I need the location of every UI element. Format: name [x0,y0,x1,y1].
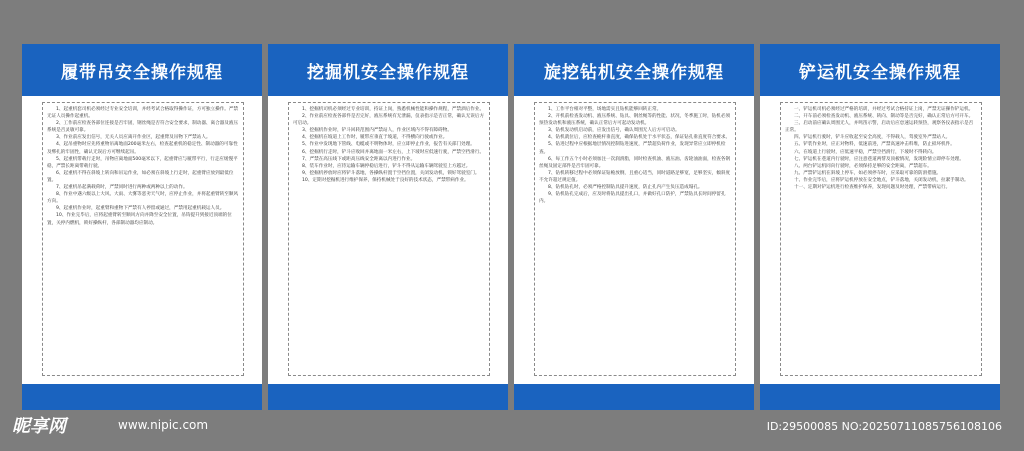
panel-title: 履带吊安全操作规程 [22,44,262,96]
watermark-url: www.nipic.com [118,418,209,432]
rule-paragraph: 3、挖掘机作业时，铲斗回转范围内严禁站人，作业区域内不得有障碍物。 [302,128,452,134]
rule-paragraph: 四、铲运机行驶时，铲斗应收起至安全高度，不得载人，驾驶室外严禁站人。 [794,135,951,141]
panel-footer-bar [514,384,754,410]
rule-paragraph: 9、钻机钻孔完成后，应及时将钻具提出孔口，并做好孔口防护，严禁钻具长时间停留孔内。 [539,192,726,205]
rule-paragraph: 1、起重机套司机必须经过专业安全培训，并经考试合格取得操作证，方可独立操作。严禁无证人员操作起重机。 [47,107,239,120]
panel-rotary-drill [514,44,754,410]
rule-paragraph: 六、在坡道上行驶时，应低速平稳，严禁空挡滑行，下坡时不得转向。 [794,149,937,155]
watermark-id: ID:29500085 NO:20250711085756108106 [766,420,1002,433]
panel-crawler-crane [22,44,262,410]
rule-paragraph: 7、钻机转移过程中必须保证钻桅放倒，且重心适当，同时道路足够宽，足够坚实，倾斜度不允许超过规定值。 [539,170,731,183]
rule-paragraph: 5、起重机带载行走时，吊物应离地面500毫米以下，起重臂应与履带平行，行走应缓慢平稳，严禁长距离带载行驶。 [47,156,238,169]
rule-paragraph: 九、严禁铲运机在斜坡上停车，如必须停车时，应采取可靠的防滑措施。 [794,170,942,176]
panel-footer-bar [760,384,1000,410]
rule-paragraph: 一、铲运机司机必须经过严格的培训，并经过考试合格持证上岗，严禁无证操作铲运机。 [794,107,974,112]
rule-paragraph: 2、作业前应检查各部件是否完好，液压系统有无泄漏，仪表指示是否正常，确认无误后方可启动。 [293,114,485,127]
rule-paragraph: 6、起重机不得在斜坡上转向和吊运作业，如必须在斜坡上行走时，起重臂应放到最低位置。 [47,170,234,183]
rules-text-box [534,102,736,376]
rule-paragraph: 7、严禁在高压线下或距高压线安全距离以内进行作业。 [302,156,416,162]
rules-text-box [288,102,490,376]
rule-paragraph: 8、作业中遇六级以上大风、大雨、大雾等恶劣天气时，应停止作业，并将起重臂转至顺风方向。 [47,192,239,205]
panel-title: 旋挖钻机安全操作规程 [514,44,754,96]
rule-paragraph: 二、开车前必须检查发动机、液压系统、转向、制动等是否完好，确认正常后方可开车。 [794,114,974,120]
rule-paragraph: 7、起重机吊起满载荷时，严禁同时进行两种或两种以上的动作。 [56,185,188,191]
rule-paragraph: 9、挖掘机停放时应将铲斗落地，各操纵杆置于空挡位置，关闭发动机，锁好驾驶室门。 [302,170,480,176]
rule-paragraph: 5、钻进过程中应根据地层情况控制钻进速度，严禁超负荷作业，发现异常应立即停机检查。 [539,142,726,155]
panel-footer-bar [268,384,508,410]
watermark-logo: 昵享网 [12,416,66,437]
rule-paragraph: 1、工作平台相对平整，场地需实且钻机能够回转正常。 [548,107,662,112]
rule-paragraph: 2、开机前检查发动机、液压系统、钻具、钢丝绳等的性能、状况，冬季施工时，钻机必须预热发动机和液压系统，确认正常后方可起动发动机。 [539,114,731,127]
rules-text-box [780,102,982,376]
rule-paragraph: 4、挖掘机在坡道上工作时，履带应垂直于坡道，不得横向行驶或作业。 [302,135,448,141]
rules-text-box [42,102,244,376]
rule-paragraph: 十、作业完毕后，应将铲运机停放在安全地点，铲斗落地，关闭发动机，拉紧手制动。 [794,177,969,183]
rule-paragraph: 1、挖掘机司机必须经过专业培训，持证上岗，熟悉机械性能和操作规程，严禁酒后作业。 [302,107,485,112]
rule-paragraph: 五、铲装作业时，应正对物料，低速前进，严禁高速冲击料堆，防止损坏机件。 [794,142,955,148]
rule-paragraph: 10、定期对挖掘机进行维护保养，保持机械处于良好的技术状态，严禁带病作业。 [302,177,469,183]
rule-paragraph: 三、启动前应确认周围无人，并鸣笛示警，启动后应怠速运转预热，观察各仪表指示是否正常。 [785,121,974,134]
rule-paragraph: 8、装车作业时，应待运输车辆停稳后进行，铲斗不得从运输车辆驾驶室上方越过。 [302,163,471,169]
rule-paragraph: 8、钻机钻孔时，必须严格控制钻具提升速度，防止孔内产生负压造成塌孔。 [548,185,703,191]
rule-paragraph: 3、作业前应发出信号，无关人员应离开作业区，起重臂及吊物下严禁站人。 [56,135,211,141]
rule-paragraph: 4、起吊重物时应先将重物吊离地面200毫米左右，检查起重机的稳定性、制动器的可靠性及绑扎的牢固性，确认无误后方可继续起吊。 [47,142,238,155]
rule-paragraph: 9、起重机作业时，起重臂和重物下严禁有人停留或通过，严禁用起重机载运人员。 [56,206,225,212]
panel-title: 铲运机安全操作规程 [760,44,1000,96]
panel-excavator [268,44,508,410]
rule-paragraph: 七、铲运机在巷道内行驶时，应注意巷道两帮及顶板情况，发现险情立即停车处理。 [794,156,964,162]
rule-paragraph: 6、挖掘机行走时，铲斗应收回并离地面一米左右，上下坡时应低速行驶，严禁空挡滑行。 [302,149,485,155]
rule-paragraph: 十一、定期对铲运机进行检查维护保养，发现问题及时处理，严禁带病运行。 [794,185,951,191]
rule-paragraph: 4、钻机就位后，应检查桅杆垂直度，确保钻机处于水平状态，保证钻孔垂直度符合要求。 [548,135,731,141]
rule-paragraph: 八、两台铲运机同向行驶时，必须保持足够的安全距离，严禁超车。 [794,163,932,169]
rule-paragraph: 6、每工作五个小时必须加注一次润滑脂，同时检查机油、液压油、齿轮油油面，检查各钢丝绳及固定部件是否牢固可靠。 [539,156,731,169]
rule-paragraph: 5、作业中发现地下管线、电缆或不明物体时，应立即停止作业，报告有关部门处理。 [302,142,475,148]
rule-paragraph: 3、钻机发动机启动前，应发出信号，确认周围无人后方可启动。 [548,128,680,134]
rule-paragraph: 2、工作前应检查各部位连接是否牢固，钢丝绳是否符合安全要求，制动器、离合器及液压系统是否灵敏可靠。 [47,121,239,134]
panel-footer-bar [22,384,262,410]
rule-paragraph: 10、作业完毕后，应将起重臂转至顺风方向并降至安全位置，吊钩提升到接近顶端的位置，关停内燃机，锁好操纵杆，各部制动器均应制动。 [47,213,232,226]
panel-title: 挖掘机安全操作规程 [268,44,508,96]
panel-scraper [760,44,1000,410]
